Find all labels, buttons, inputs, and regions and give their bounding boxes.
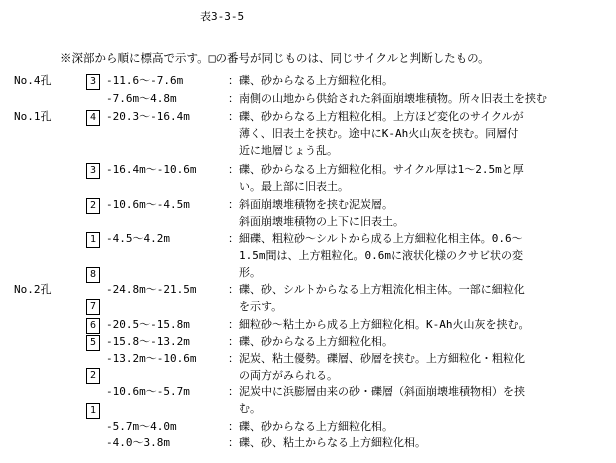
cycle-number-box: 6 bbox=[86, 318, 100, 334]
table-title: 表3-3-5 bbox=[200, 10, 245, 23]
depth-range: -5.7m～4.0m bbox=[106, 420, 177, 433]
description-line: 斜面崩壊堆積物の上下に旧表土。 bbox=[228, 215, 404, 228]
cycle-number-box: 5 bbox=[86, 335, 100, 351]
depth-range: -15.8～-13.2m bbox=[106, 335, 190, 348]
depth-range: -20.5～-15.8m bbox=[106, 318, 190, 331]
description-line: ：礫、砂からなる上方細粒化相。サイクル厚は1～2.5mと厚 bbox=[228, 163, 524, 176]
depth-range: -16.4m～-10.6m bbox=[106, 163, 197, 176]
hole-label-no2: No.2孔 bbox=[14, 283, 52, 296]
cycle-number-box: 1 bbox=[86, 232, 100, 248]
description-line: の両方がみられる。 bbox=[228, 369, 338, 382]
depth-range: -11.6～-7.6m bbox=[106, 74, 184, 87]
description-line: む。 bbox=[228, 402, 261, 415]
hole-label-no4: No.4孔 bbox=[14, 74, 52, 87]
cycle-number-box: 2 bbox=[86, 198, 100, 214]
cycle-number-box: 3 bbox=[86, 163, 100, 179]
note-text: ※深部から順に標高で示す。□の番号が同じものは、同じサイクルと判断したもの。 bbox=[60, 51, 490, 65]
description-line: ：南側の山地から供給された斜面崩壊堆積物。所々旧表土を挟む bbox=[228, 92, 547, 105]
description-line: ：斜面崩壊堆積物を挟む泥炭層。 bbox=[228, 198, 393, 211]
description-line: ：細礫、粗粒砂～シルトから成る上方細粒化相主体。0.6～ bbox=[228, 232, 523, 245]
description-line: ：礫、砂からなる上方粗粒化相。上方ほど変化のサイクルが bbox=[228, 110, 524, 123]
description-line: い。最上部に旧表土。 bbox=[228, 180, 349, 193]
depth-range: -13.2m～-10.6m bbox=[106, 352, 197, 365]
description-line: ：礫、砂からなる上方細粒化相。 bbox=[228, 420, 393, 433]
hole-label-no1: No.1孔 bbox=[14, 110, 52, 123]
description-line: ：礫、砂からなる上方細粒化相。 bbox=[228, 74, 393, 87]
description-line: ：礫、砂、粘土からなる上方細粒化相。 bbox=[228, 436, 426, 449]
depth-range: -7.6m～4.8m bbox=[106, 92, 177, 105]
cycle-number-box: 8 bbox=[86, 267, 100, 283]
description-line: ：礫、砂からなる上方細粒化相。 bbox=[228, 335, 393, 348]
cycle-number-box: 1 bbox=[86, 403, 100, 419]
description-line: 形。 bbox=[228, 266, 261, 279]
depth-range: -10.6m～-5.7m bbox=[106, 385, 190, 398]
description-line: 1.5m間は、上方粗粒化。0.6mに液状化様のクサビ状の変 bbox=[228, 249, 523, 262]
description-line: 薄く、旧表土を挟む。途中にK-Ah火山灰を挟む。同層付 bbox=[228, 127, 519, 140]
depth-range: -24.8m～-21.5m bbox=[106, 283, 197, 296]
description-line: ：泥炭中に浜膨層由来の砂・礫層（斜面崩壊堆積物相）を挟 bbox=[228, 385, 525, 398]
description-line: ：礫、砂、シルトからなる上方粗流化相主体。一部に細粒化 bbox=[228, 283, 525, 296]
depth-range: -4.5～4.2m bbox=[106, 232, 170, 245]
cycle-number-box: 4 bbox=[86, 110, 100, 126]
cycle-number-box: 3 bbox=[86, 74, 100, 90]
description-line: ：泥炭、粘土優勢。礫層、砂層を挟む。上方細粒化・粗粒化 bbox=[228, 352, 525, 365]
depth-range: -10.6m～-4.5m bbox=[106, 198, 190, 211]
depth-range: -4.0～3.8m bbox=[106, 436, 170, 449]
depth-range: -20.3～-16.4m bbox=[106, 110, 190, 123]
cycle-number-box: 7 bbox=[86, 299, 100, 315]
cycle-number-box: 2 bbox=[86, 368, 100, 384]
description-line: ：細粒砂～粘土から成る上方細粒化相。K-Ah火山灰を挟む。 bbox=[228, 318, 530, 331]
description-line: 近に地層じょう乱。 bbox=[228, 144, 338, 157]
description-line: を示す。 bbox=[228, 300, 283, 313]
